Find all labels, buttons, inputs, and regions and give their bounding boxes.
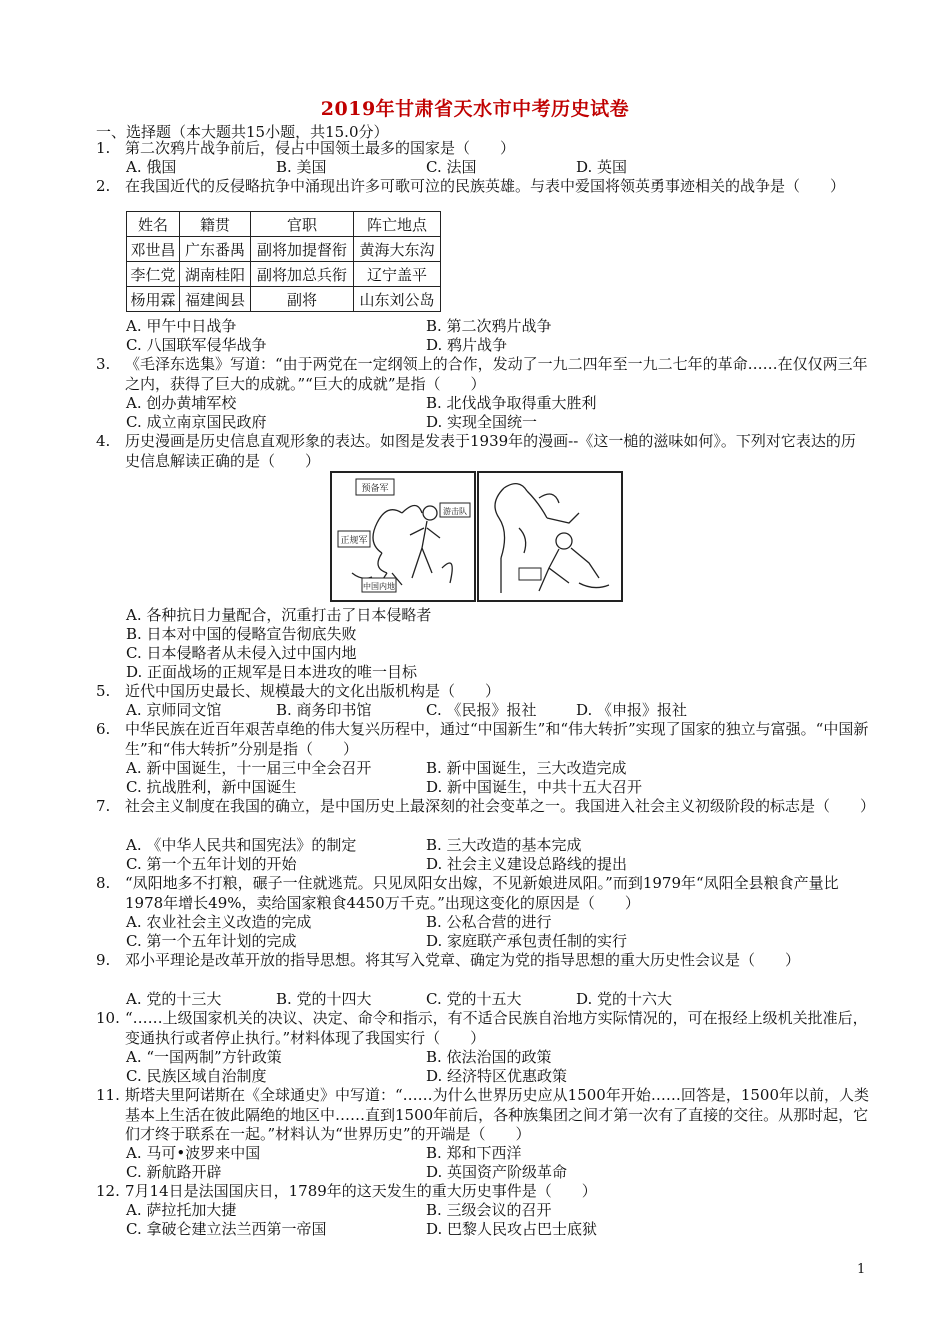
question-stem: 在我国近代的反侵略抗争中涌现出许多可歌可泣的民族英雄。与表中爱国将领英勇事迹相关的战争是（ ） xyxy=(125,177,846,195)
cartoon-label-regular: 正规军 xyxy=(340,536,368,546)
table-cell: 辽宁盖平 xyxy=(354,262,441,287)
question-stem: 邓小平理论是改革开放的指导思想。将其写入党章、确定为党的指导思想的重大历史性会议是（ ） xyxy=(125,951,801,969)
table-header: 籍贯 xyxy=(180,212,251,237)
cartoon-label-inland: 中国内地 xyxy=(363,582,395,591)
option-b: B. 公私合营的进行 xyxy=(426,913,552,931)
generals-table xyxy=(126,211,441,312)
option-b: B. 依法治国的政策 xyxy=(426,1048,552,1066)
question-stem: “凤阳地多不打粮，碾子一住就逃荒。只见凤阳女出嫁，不见新娘进凤阳。”而到1979年“凤阳全县粮食产量比1978年增长49%，卖给国家粮食4450万千克。”出现这变化的原因是（ ） xyxy=(125,874,839,912)
question-number: 10. xyxy=(96,1009,120,1027)
option-a: A. 萨拉托加大捷 xyxy=(126,1201,237,1219)
question-number: 6. xyxy=(96,720,111,738)
option-c: C. 第一个五年计划的开始 xyxy=(126,855,297,873)
page-number: 1 xyxy=(857,1262,866,1277)
option-d: D. 巴黎人民攻占巴士底狱 xyxy=(426,1220,598,1238)
option-c: C. 《民报》报社 xyxy=(426,701,537,719)
option-a: A. “一国两制”方针政策 xyxy=(126,1048,282,1066)
table-header: 官职 xyxy=(251,212,354,237)
cartoon-drawing-left xyxy=(332,473,474,600)
option-a: A. 农业社会主义改造的完成 xyxy=(126,913,312,931)
option-a: A. 俄国 xyxy=(126,158,177,176)
option-a: A. 京师同文馆 xyxy=(126,701,222,719)
table-cell: 黄海大东沟 xyxy=(354,237,441,262)
question-number: 8. xyxy=(96,874,111,892)
option-c: C. 民族区域自治制度 xyxy=(126,1067,267,1085)
exam-title: 2019年甘肃省天水市中考历史试卷 xyxy=(320,98,630,120)
cartoon-label-reserve: 预备军 xyxy=(361,484,389,494)
question-stem: 斯塔夫里阿诺斯在《全球通史》中写道：“……为什么世界历史应从1500年开始……回答是，1500年以前，人类基本上生活在彼此隔绝的地区中……直到1500年前后，各种族集团之间才第一次有了直接的交往。从那时起，它们才终于联系在一起。”材料认为“世界历史”的开端是（ ） xyxy=(125,1086,870,1143)
option-b: B. 第二次鸦片战争 xyxy=(426,317,552,335)
cartoon-panel-right xyxy=(477,471,623,602)
option-a: A. 各种抗日力量配合，沉重打击了日本侵略者 xyxy=(126,606,432,624)
option-d: D. 《申报》报社 xyxy=(576,701,688,719)
question-number: 9. xyxy=(96,951,111,969)
table-header: 姓名 xyxy=(127,212,180,237)
option-b: B. 三大改造的基本完成 xyxy=(426,836,582,854)
table-cell: 李仁党 xyxy=(127,262,180,287)
table-row xyxy=(127,287,441,312)
option-d: D. 社会主义建设总路线的提出 xyxy=(426,855,628,873)
option-c: C. 日本侵略者从未侵入过中国内地 xyxy=(126,644,357,662)
table-cell: 杨用霖 xyxy=(127,287,180,312)
option-b: B. 三级会议的召开 xyxy=(426,1201,552,1219)
option-d: D. 英国 xyxy=(576,158,628,176)
table-cell: 副将加提督衔 xyxy=(251,237,354,262)
question-stem: 近代中国历史最长、规模最大的文化出版机构是（ ） xyxy=(125,682,501,700)
question-number: 5. xyxy=(96,682,111,700)
option-a: A. 新中国诞生，十一届三中全会召开 xyxy=(126,759,372,777)
option-a: A. 马可•波罗来中国 xyxy=(126,1144,261,1162)
option-c: C. 八国联军侵华战争 xyxy=(126,336,267,354)
question-stem: 《毛泽东选集》写道：“由于两党在一定纲领上的合作，发动了一九二四年至一九二七年的革命……在仅仅两三年之内，获得了巨大的成就。”“巨大的成就”是指（ ） xyxy=(125,355,868,393)
question-stem: 社会主义制度在我国的确立，是中国历史上最深刻的社会变革之一。我国进入社会主义初级阶段的标志是（ ） xyxy=(125,797,876,815)
section-heading: 一、选择题（本大题共15小题，共15.0分） xyxy=(96,123,389,141)
option-b: B. 日本对中国的侵略宣告彻底失败 xyxy=(126,625,357,643)
question-stem: 历史漫画是历史信息直观形象的表达。如图是发表于1939年的漫画--《这一槌的滋味如何》。下列对它表达的历史信息解读正确的是（ ） xyxy=(125,432,856,470)
option-a: A. 创办黄埔军校 xyxy=(126,394,237,412)
option-d: D. 正面战场的正规军是日本进攻的唯一目标 xyxy=(126,663,418,681)
table-header-row xyxy=(127,212,441,237)
table-cell: 邓世昌 xyxy=(127,237,180,262)
option-b: B. 美国 xyxy=(276,158,327,176)
question-number: 4. xyxy=(96,432,111,450)
question-number: 12. xyxy=(96,1182,120,1200)
option-b: B. 新中国诞生，三大改造完成 xyxy=(426,759,627,777)
option-c: C. 拿破仑建立法兰西第一帝国 xyxy=(126,1220,327,1238)
table-cell: 副将 xyxy=(251,287,354,312)
option-a: A. 甲午中日战争 xyxy=(126,317,237,335)
question-number: 7. xyxy=(96,797,111,815)
option-c: C. 第一个五年计划的完成 xyxy=(126,932,297,950)
option-b: B. 北伐战争取得重大胜利 xyxy=(426,394,597,412)
option-d: D. 新中国诞生，中共十五大召开 xyxy=(426,778,643,796)
option-c: C. 党的十五大 xyxy=(426,990,522,1008)
table-header: 阵亡地点 xyxy=(354,212,441,237)
cartoon-panel-left xyxy=(330,471,476,602)
table-cell: 福建闽县 xyxy=(180,287,251,312)
option-b: B. 商务印书馆 xyxy=(276,701,372,719)
option-c: C. 法国 xyxy=(426,158,477,176)
option-d: D. 实现全国统一 xyxy=(426,413,538,431)
table-row xyxy=(127,262,441,287)
question-number: 3. xyxy=(96,355,111,373)
table-cell: 广东番禺 xyxy=(180,237,251,262)
question-number: 11. xyxy=(96,1086,120,1104)
cartoon-drawing-right xyxy=(479,473,621,600)
question-number: 2. xyxy=(96,177,111,195)
option-d: D. 家庭联产承包责任制的实行 xyxy=(426,932,628,950)
option-d: D. 英国资产阶级革命 xyxy=(426,1163,568,1181)
option-a: A. 党的十三大 xyxy=(126,990,222,1008)
question-stem: 第二次鸦片战争前后，侵占中国领土最多的国家是（ ） xyxy=(125,139,516,157)
table-row xyxy=(127,237,441,262)
option-a: A. 《中华人民共和国宪法》的制定 xyxy=(126,836,357,854)
question-number: 1. xyxy=(96,139,111,157)
question-stem: “……上级国家机关的决议、决定、命令和指示，有不适合民族自治地方实际情况的，可在报经上级机关批准后，变通执行或者停止执行。”材料体现了我国实行（ ） xyxy=(125,1009,868,1047)
option-d: D. 党的十六大 xyxy=(576,990,673,1008)
option-b: B. 党的十四大 xyxy=(276,990,372,1008)
option-d: D. 鸦片战争 xyxy=(426,336,508,354)
option-c: C. 成立南京国民政府 xyxy=(126,413,267,431)
table-cell: 副将加总兵衔 xyxy=(251,262,354,287)
question-stem: 7月14日是法国国庆日，1789年的这天发生的重大历史事件是（ ） xyxy=(125,1182,597,1200)
cartoon-label-guerrilla: 游击队 xyxy=(443,507,467,516)
table-cell: 山东刘公岛 xyxy=(354,287,441,312)
option-b: B. 郑和下西洋 xyxy=(426,1144,522,1162)
question-stem: 中华民族在近百年艰苦卓绝的伟大复兴历程中，通过“中国新生”和“伟大转折”实现了国家的独立与富强。“中国新生”和“伟大转折”分别是指（ ） xyxy=(125,720,869,758)
option-c: C. 新航路开辟 xyxy=(126,1163,222,1181)
table-cell: 湖南桂阳 xyxy=(180,262,251,287)
option-c: C. 抗战胜利，新中国诞生 xyxy=(126,778,297,796)
option-d: D. 经济特区优惠政策 xyxy=(426,1067,568,1085)
